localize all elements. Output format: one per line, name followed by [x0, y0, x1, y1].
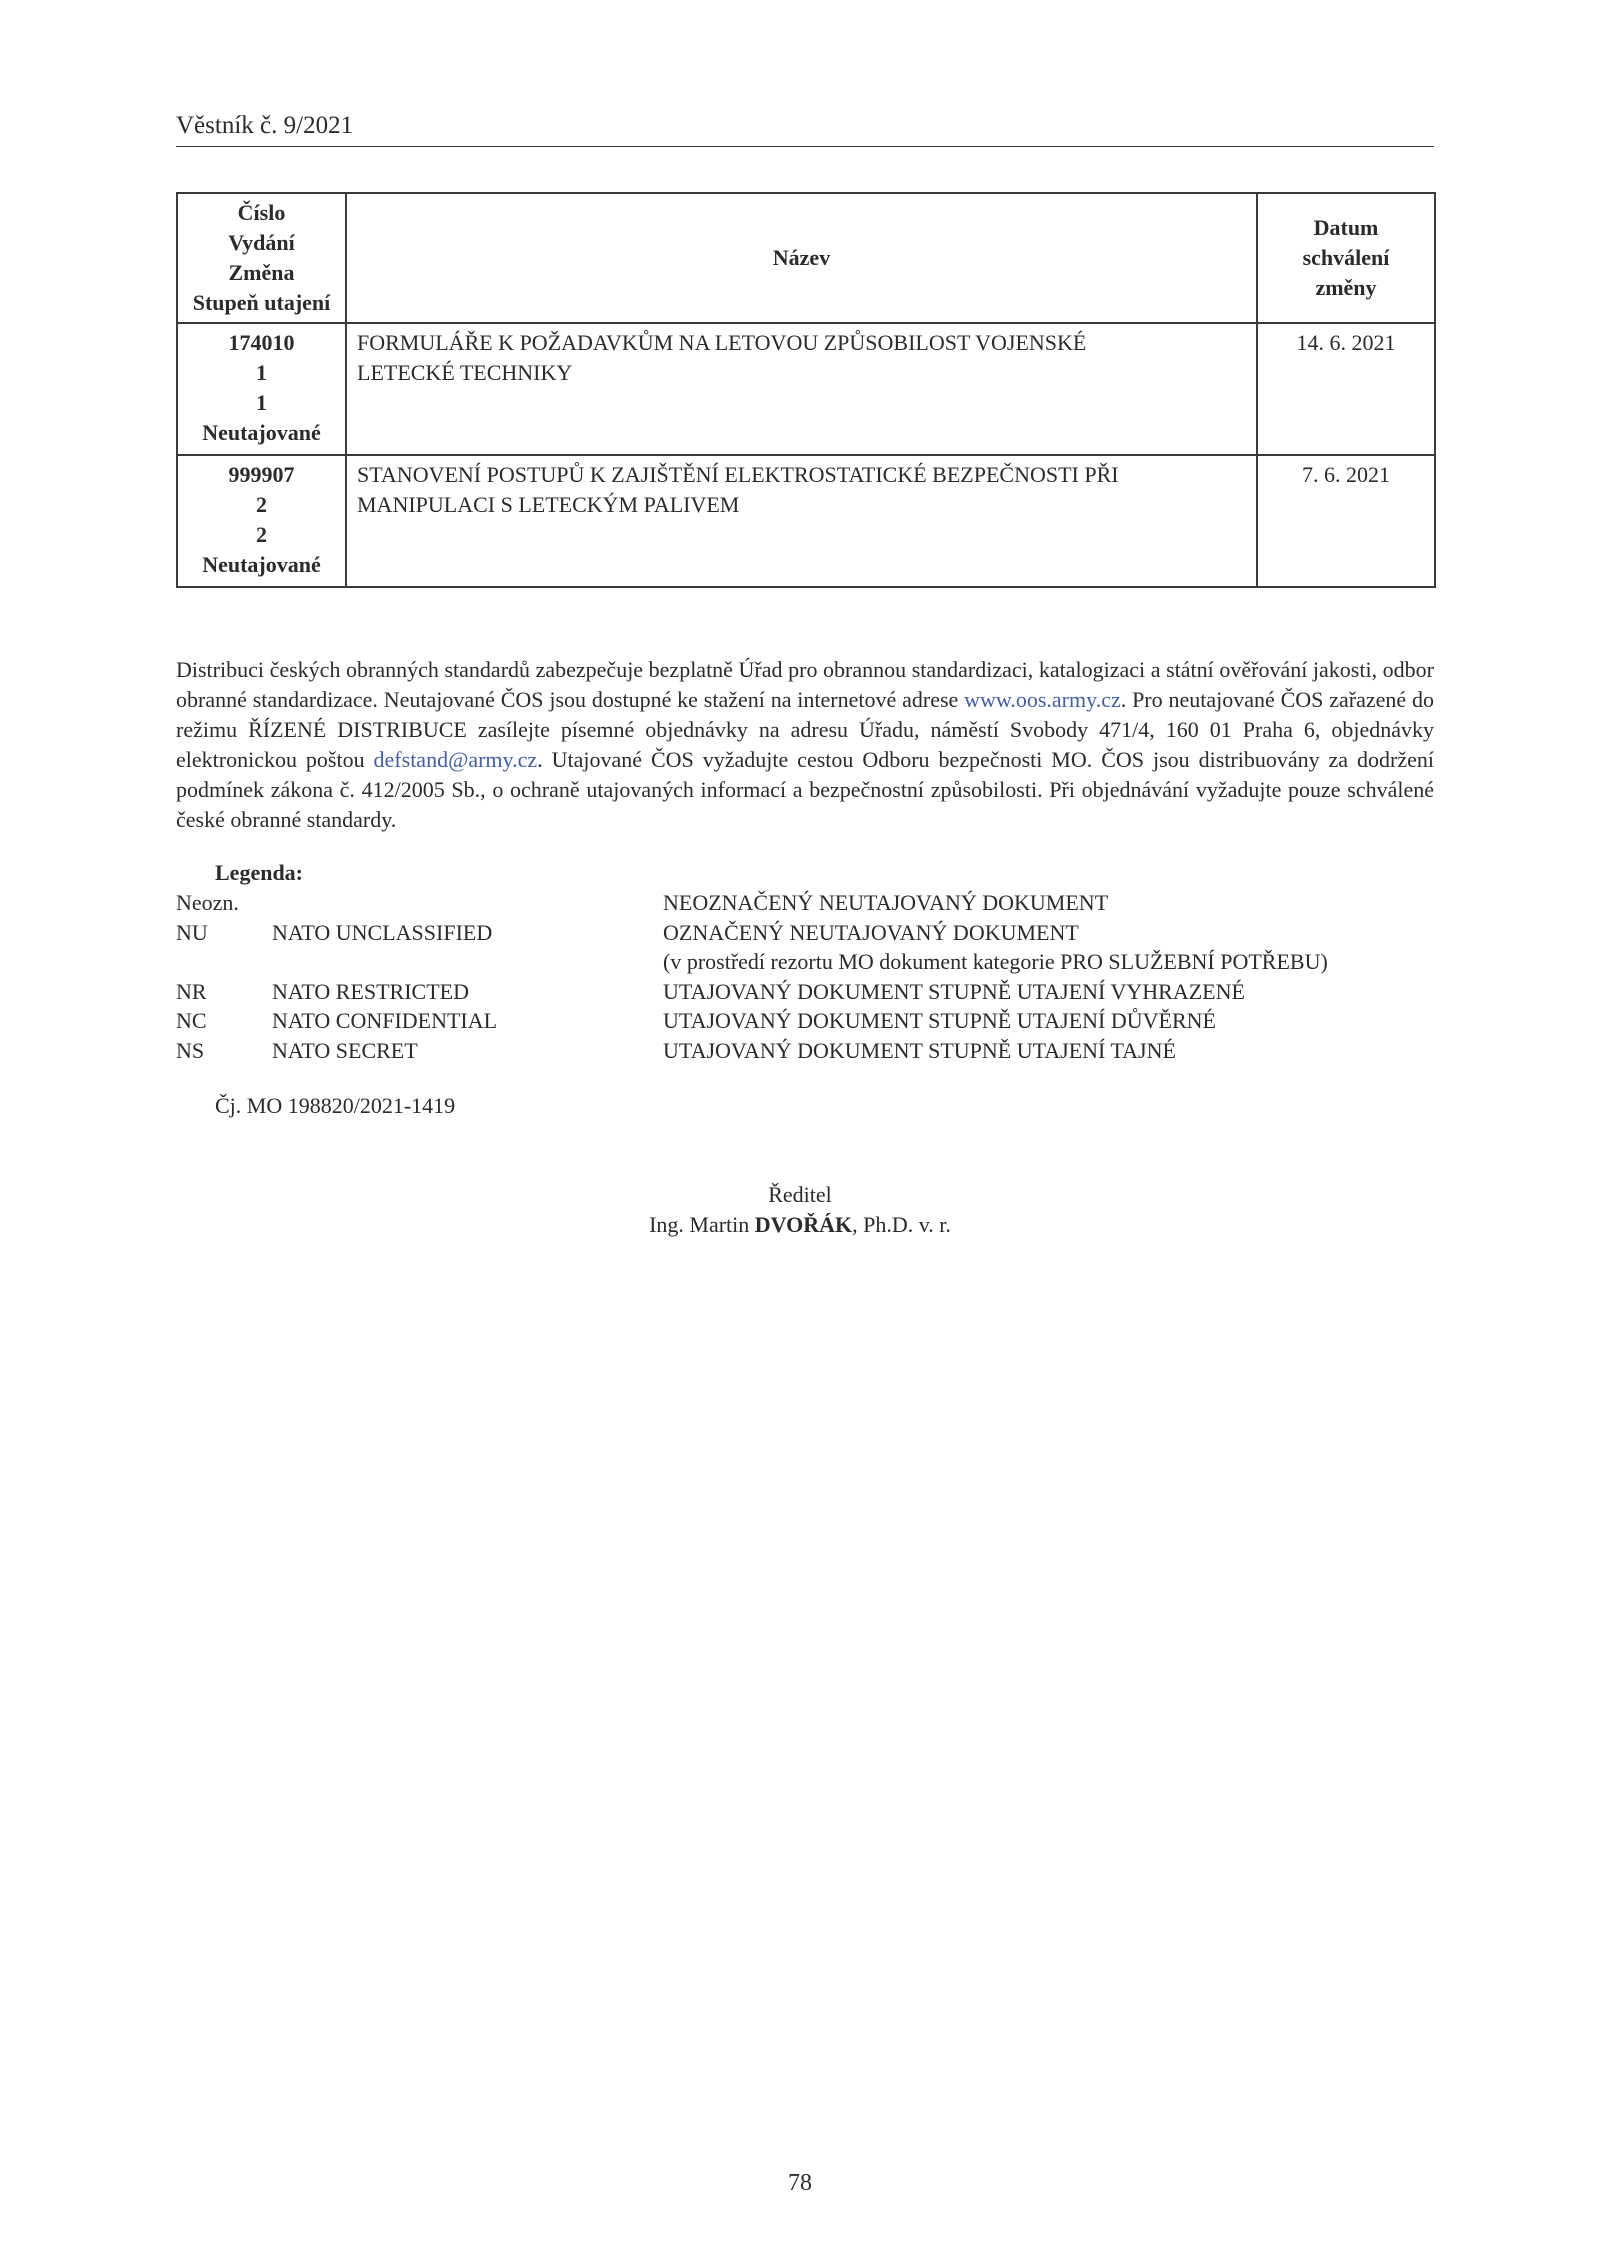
legend-nato: NATO RESTRICTED	[272, 978, 469, 1004]
legend-desc: (v prostředí rezortu MO dokument kategorie PRO SLUŽEBNÍ POTŘEBU)	[663, 949, 1328, 974]
legend-desc: UTAJOVANÝ DOKUMENT STUPNĚ UTAJENÍ TAJNÉ	[663, 1037, 1176, 1063]
legend-nato: NATO UNCLASSIFIED	[272, 919, 493, 945]
distribution-paragraph: Distribuci českých obranných standardů zabezpečuje bezplatně Úřad pro obrannou standardizaci, katalogizaci a státní ověřování jakosti, odbor obranné standardizace. Neutajované ČOS jsou dostupné ke stažení na internetové adrese www.oos.army.cz. Pro neutajované ČOS zařazené do režimu ŘÍZENÉ DISTRIBUCE zasílejte písemné objednávky na adresu Úřadu, náměstí Svobody 471/4, 160 01 Praha 6, objednávky elektronickou poštou defstand@army.cz. Utajované ČOS vyžadujte cestou Odboru bezpečnosti MO. ČOS jsou distribuovány za dodržení podmínek zákona č. 412/2005 Sb., o ochraně utajovaných informací a bezpečnostní způsobilosti. Při objednávání vyžadujte pouze schválené české obranné standardy.	[176, 657, 1434, 832]
legend-abbr: NC	[176, 1008, 207, 1033]
column-header-date: Datum schválení změny	[1257, 193, 1435, 323]
legend-row	[176, 977, 1436, 1007]
legend-abbr: NS	[176, 1037, 205, 1063]
signature-name: Ing. Martin DVOŘÁK, Ph.D. v. r.	[649, 1212, 951, 1237]
column-header-number: Číslo Vydání Změna Stupeň utajení	[177, 193, 346, 323]
signature-surname: DVOŘÁK	[754, 1212, 853, 1237]
website-link[interactable]: www.oos.army.cz	[964, 687, 1121, 712]
legend-row	[176, 1006, 1436, 1036]
legend-abbr: Neozn.	[176, 890, 239, 915]
legend-desc: UTAJOVANÝ DOKUMENT STUPNĚ UTAJENÍ DŮVĚRNÉ	[663, 1008, 1216, 1033]
legend-nato: NATO SECRET	[272, 1037, 418, 1063]
approval-date-cell: 7. 6. 2021	[1257, 455, 1435, 587]
column-header-name: Název	[346, 193, 1257, 323]
page-header	[176, 112, 1434, 147]
page-number: 78	[788, 2170, 812, 2196]
legend-abbr: NR	[176, 978, 207, 1004]
legend-list	[176, 888, 1436, 1065]
legend-abbr: NU	[176, 919, 208, 945]
standard-number-cell: 174010 1 1 Neutajované	[177, 323, 346, 455]
legend-row	[176, 1036, 1436, 1066]
legend-desc: OZNAČENÝ NEUTAJOVANÝ DOKUMENT	[663, 919, 1079, 945]
standards-table	[176, 192, 1436, 588]
legend-row	[176, 888, 1436, 918]
signature-role: Ředitel	[768, 1182, 832, 1207]
email-link[interactable]: defstand@army.cz	[373, 747, 538, 772]
reference-number: Čj. MO 198820/2021-1419	[215, 1093, 456, 1118]
legend-desc: NEOZNAČENÝ NEUTAJOVANÝ DOKUMENT	[663, 890, 1109, 915]
legend-row	[176, 947, 1436, 977]
table-header-row	[177, 193, 1435, 323]
standard-name-cell: FORMULÁŘE K POŽADAVKŮM NA LETOVOU ZPŮSOBILOST VOJENSKÉ LETECKÉ TECHNIKY	[346, 323, 1257, 455]
legend-title: Legenda:	[215, 860, 303, 885]
approval-date-cell: 14. 6. 2021	[1257, 323, 1435, 455]
legend-row	[176, 918, 1436, 948]
legend-desc: UTAJOVANÝ DOKUMENT STUPNĚ UTAJENÍ VYHRAZENÉ	[663, 978, 1245, 1004]
table-row	[177, 455, 1435, 587]
standard-number-cell: 999907 2 2 Neutajované	[177, 455, 346, 587]
table-row	[177, 323, 1435, 455]
standard-name-cell: STANOVENÍ POSTUPŮ K ZAJIŠTĚNÍ ELEKTROSTATICKÉ BEZPEČNOSTI PŘI MANIPULACI S LETECKÝM PALIVEM	[346, 455, 1257, 587]
bulletin-title: Věstník č. 9/2021	[176, 112, 354, 139]
legend-nato: NATO CONFIDENTIAL	[272, 1008, 498, 1033]
